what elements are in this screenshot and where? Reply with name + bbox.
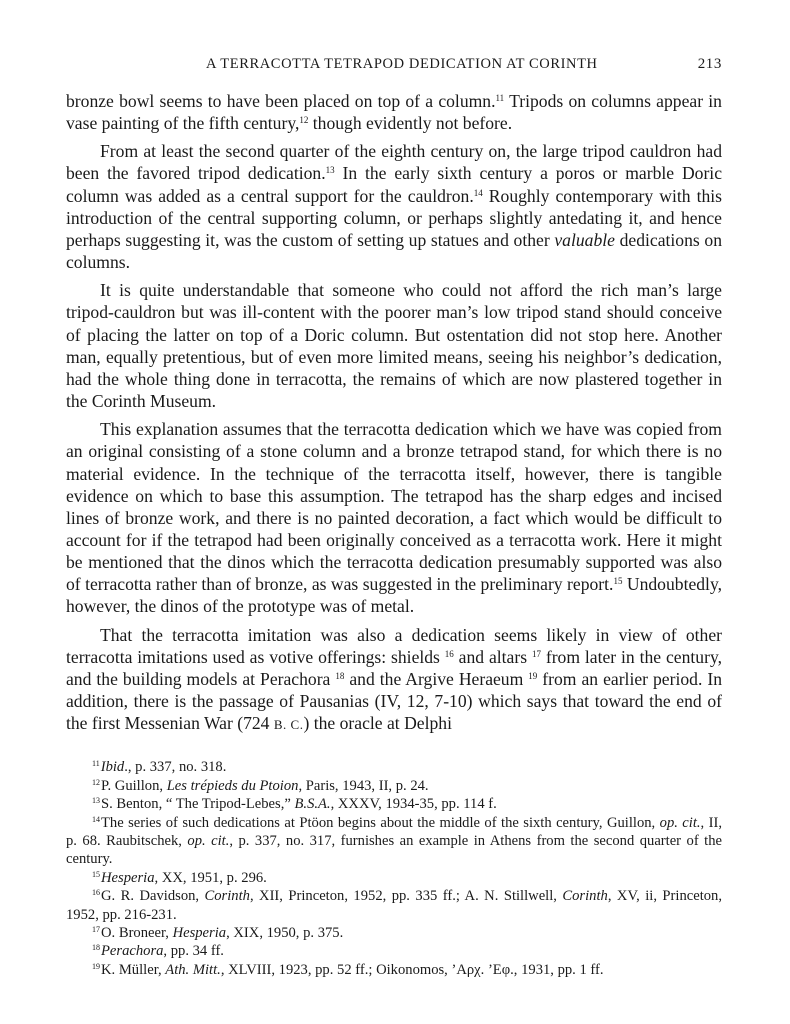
footnote-number: 13 (92, 796, 100, 806)
text-run: from later in the century, and the building models at Perachora (66, 646, 722, 689)
italic-text: B.S.A. (294, 796, 331, 813)
text-run: , XXXV, 1934-35, pp. 114 f. (330, 796, 497, 813)
text-run: Roughly contemporary with this introduction of the central supporting column, or perhaps slightly antedating it, and hence perhaps suggesting it, was the custom of setting up statues and other (66, 185, 722, 250)
footnote-ref: 11 (495, 93, 505, 103)
text-run: , XV, ii, Princeton, 1952, pp. 216-231. (66, 888, 722, 923)
text-run: dedications on columns. (66, 229, 722, 273)
footnote (66, 924, 722, 942)
text-run: , 1931, pp. 1 ff. (513, 961, 604, 978)
footnote-ref: 15 (613, 576, 623, 587)
paragraph (66, 140, 722, 273)
text-run: This explanation assumes that the terracotta dedication which we have was copied from an original consisting of a stone column and a bronze tetrapod stand, for which there is no material evidence. In the technique of the terracotta itself, however, there is tangible evidence on which to base this assumption. The tetrapod has the sharp edges and incised lines of bronze work, and there is no painted decoration, a fact which would be difficult to account for if the tetrapod had been originally conceived as a terracotta work. Here it might be mentioned that the dinos which the terracotta dedication presumably supported was also of terracotta rather than of bronze, as was suggested in the preliminary report. (66, 419, 722, 595)
footnote-ref: 16 (444, 648, 454, 659)
footnote-number: 15 (92, 869, 100, 879)
page (66, 56, 722, 979)
text-run: , XIX, 1950, p. 375. (226, 925, 344, 942)
italic-text: Ibid (100, 759, 125, 776)
italic-text: Corinth (204, 888, 250, 905)
footnote-ref: 19 (528, 670, 538, 681)
footnote-number: 18 (92, 943, 100, 953)
footnote (66, 961, 722, 979)
text-run: ’Αρχ. ’Εφ. (451, 961, 514, 978)
italic-text: Ath. Mitt. (165, 961, 221, 978)
footnote-number: 14 (92, 814, 100, 824)
text-run: and the Argive Heraeum (344, 668, 529, 689)
text-run: from an earlier period. In addition, there is the passage of Pausanias (IV, 12, 7-10) which says that toward the end of the first Messenian War (724 (66, 668, 722, 734)
italic-text: op. cit. (659, 814, 701, 831)
text-run: Tripods on columns appear in vase painting of the fifth century, (66, 91, 722, 134)
text-run: S. Benton, “ The Tripod-Lebes,” (101, 796, 295, 813)
paragraph (66, 279, 722, 412)
text-run: ) the oracle at Delphi (303, 713, 452, 734)
footnote-ref: 14 (473, 187, 483, 198)
footnote-ref: 17 (531, 648, 541, 659)
text-run: O. Broneer, (101, 925, 173, 942)
text-run: , II, p. 68. Raubitschek, (66, 814, 722, 849)
italic-text: Hesperia (101, 869, 155, 886)
footnote (66, 869, 722, 887)
text-run: , p. 337, no. 317, furnishes an example in Athens from the second quarter of the century. (66, 833, 722, 868)
text-run: P. Guillon, (101, 777, 167, 794)
text-run: though evidently not before. (308, 113, 513, 134)
text-run: , XII, Princeton, 1952, pp. 335 ff.; A. N. Stillwell, (249, 888, 563, 905)
footnote-ref: 13 (325, 165, 335, 176)
text-run: , XLVIII, 1923, pp. 52 ff.; Oikonomos, (220, 961, 452, 978)
footnote-ref: 18 (335, 670, 345, 681)
text-run: bronze bowl seems to have been placed on top of a column. (66, 91, 496, 111)
running-header (66, 56, 722, 78)
text-run: In the early sixth century a poros or marble Doric column was added as a central support for the cauldron. (66, 163, 723, 206)
paragraph (66, 624, 722, 737)
text-run: G. R. Davidson, (101, 888, 205, 905)
text-run: The series of such dedications at Ptöon begins about the middle of the sixth century, Guillon, (101, 814, 660, 831)
italic-text: Corinth (562, 888, 608, 905)
text-run: , Paris, 1943, II, p. 24. (298, 777, 429, 794)
paragraph (66, 418, 722, 617)
text-run: , XX, 1951, p. 296. (154, 869, 267, 886)
italic-text: Les trépieds du Ptoion (166, 777, 299, 794)
footnote (66, 758, 722, 776)
italic-text: Hesperia (172, 925, 227, 942)
footnote-ref: 12 (299, 115, 309, 126)
page-number: 213 (697, 56, 722, 72)
footnote-number: 12 (92, 777, 100, 787)
footnote-number: 19 (92, 961, 100, 971)
italic-text: Perachora (101, 943, 164, 960)
italic-text: op. cit. (187, 833, 230, 849)
text-run: It is quite understandable that someone who could not afford the rich man’s large tripod-cauldron but was ill-content with the poorer man’s low tripod stand should conceive of placing the latter on top of a Doric column. But ostentation did not stop here. Another man, equally pretentious, but of even more limited means, seeing his neighbor’s dedication, had the whole thing done in terracotta, the remains of which are now plastered together in the Corinth Museum. (66, 280, 722, 412)
text-run: K. Müller, (101, 961, 166, 978)
footnote (66, 814, 722, 869)
footnote (66, 795, 722, 813)
paragraph (66, 90, 722, 134)
running-title: A TERRACOTTA TETRAPOD DEDICATION AT CORINTH (206, 56, 598, 72)
text-run: Undoubtedly, however, the dinos of the prototype was of metal. (66, 574, 723, 617)
small-caps-text: B. C. (273, 717, 304, 733)
body-text (66, 90, 722, 736)
footnote (66, 887, 722, 924)
footnote-number: 16 (92, 888, 100, 898)
text-run: That the terracotta imitation was also a dedication seems likely in view of other terracotta imitations used as votive offerings: shields (66, 624, 722, 667)
footnote-number: 11 (92, 759, 100, 769)
text-run: ., p. 337, no. 318. (124, 759, 227, 776)
footnote (66, 777, 722, 795)
text-run: From at least the second quarter of the eighth century on, the large tripod cauldron had been the favored tripod dedication. (66, 141, 722, 184)
footnote-number: 17 (92, 925, 100, 935)
footnote (66, 942, 722, 960)
footnotes (66, 758, 722, 979)
italic-text: valuable (554, 229, 615, 250)
text-run: and altars (453, 646, 532, 667)
text-run: , pp. 34 ff. (163, 943, 224, 960)
